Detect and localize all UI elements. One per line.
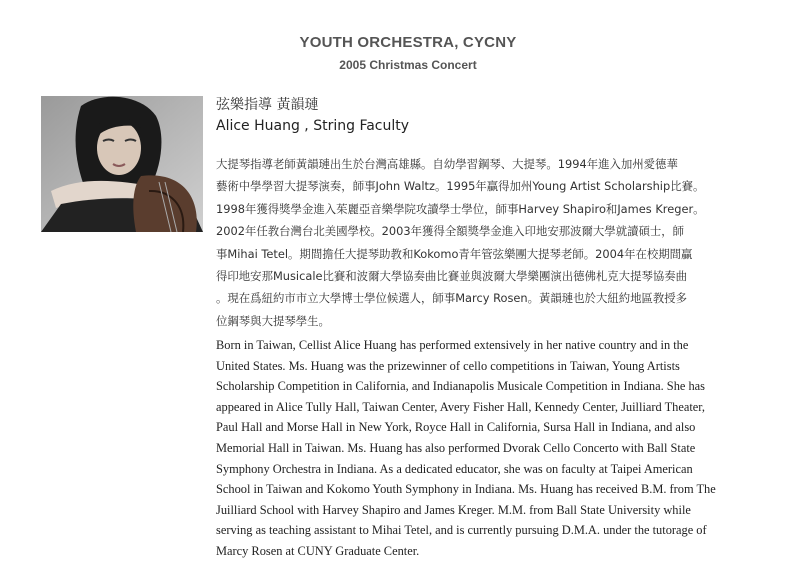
faculty-name-chinese: 弦樂指導 黃韻璉: [216, 97, 319, 113]
bio-en-line: Symphony Orchestra in Indiana. As a dedicated educator, she was on faculty at Taipei American: [216, 461, 693, 476]
bio-zh-line: 1998年獲得獎學金進入茱麗亞音樂學院攻讀學士學位，師事Harvey Shapiro和James Kreger。: [216, 201, 705, 216]
bio-en-line: Paul Hall and Morse Hall in New York, Royce Hall in California, Sursa Hall in Indiana, and also: [216, 420, 696, 435]
faculty-name-english: Alice Huang , String Faculty: [216, 118, 410, 134]
bio-zh-line: 位鋼琴與大提琴學生。: [216, 313, 330, 328]
bio-en-line: Juilliard School with Harvey Shapiro and James Kreger. M.M. from Ball State University while: [216, 502, 691, 517]
portrait-photo: [41, 96, 203, 232]
document-title: YOUTH ORCHESTRA, CYCNY: [299, 34, 517, 51]
bio-zh-line: 大提琴指導老師黃韻璉出生於台灣高雄縣。自幼學習鋼琴、大提琴。1994年進入加州愛德華: [216, 157, 678, 171]
bio-zh-line: 2002年任教台灣台北美國學校。2003年獲得全額獎學金進入印地安那波爾大學就讀碩士，師: [216, 224, 685, 239]
biography-english: [216, 335, 786, 562]
bio-en-line: appeared in Alice Tully Hall, Taiwan Center, Avery Fisher Hall, Kennedy Center, Juilliard Theater,: [216, 399, 706, 414]
bio-zh-line: 得印地安那Musicale比賽和波爾大學協奏曲比賽並與波爾大學樂團演出德佛札克大提琴協奏曲: [216, 268, 688, 283]
bio-en-line: Scholarship Competition in California, and Indianapolis Musicale Competition in Indiana. She has: [216, 379, 706, 394]
biography-chinese: [216, 153, 788, 332]
bio-en-line: Memorial Hall in Taiwan. Ms. Huang has also performed Dvorak Cello Concerto with Ball State: [216, 440, 696, 455]
bio-en-line: serving as teaching assistant to Mihai Tetel, and is currently pursuing D.M.A. under the tutorage of: [216, 523, 707, 538]
bio-en-line: Marcy Rosen at CUNY Graduate Center.: [216, 543, 420, 558]
document-subtitle: 2005 Christmas Concert: [339, 58, 477, 72]
bio-zh-line: 事Mihai Tetel。期間擔任大提琴助教和Kokomo青年管弦樂團大提琴老師。2004年在校期間贏: [216, 246, 693, 261]
bio-en-line: Born in Taiwan, Cellist Alice Huang has performed extensively in her native country and in the: [216, 338, 689, 352]
bio-en-line: United States. Ms. Huang was the prizewinner of cello competitions in Taiwan, Young Artists: [216, 358, 680, 373]
bio-zh-line: 藝術中學學習大提琴演奏，師事John Waltz。1995年贏得加州Young Artist Scholarship比賽。: [216, 179, 705, 194]
bio-zh-line: 。現在爲紐約市市立大學博士學位候選人，師事Marcy Rosen。黃韻璉也於大紐約地區教授多: [216, 291, 688, 306]
bio-en-line: School in Taiwan and Kokomo Youth Symphony in Indiana. Ms. Huang has received B.M. from The: [216, 482, 716, 497]
